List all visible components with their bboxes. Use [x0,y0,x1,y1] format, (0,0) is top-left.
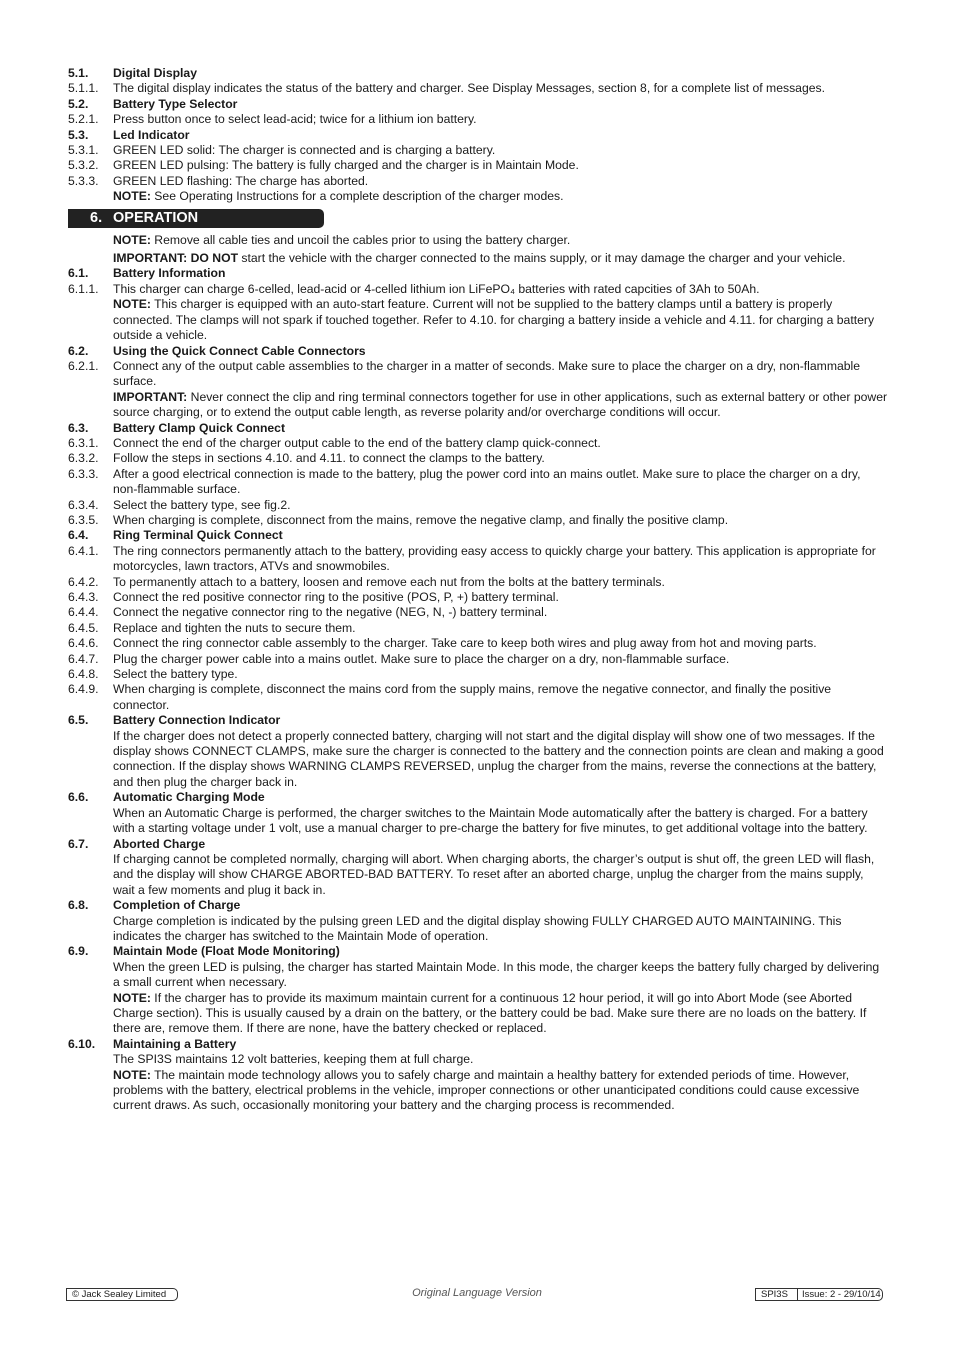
paragraph [68,682,888,713]
lead-label: IMPORTANT: DO NOT [113,251,239,266]
body-text: Never connect the clip and ring terminal connectors together for use in other applications, such as external battery or other power source charging, or to extend the output cable length, as reverse polarity and/or overcharge conditions will occur. [113,389,888,420]
body-text: When the green LED is pulsing, the charger has started Maintain Mode. In this mode, the charger keeps the battery fully charged by delivering a small current when necessary. [113,959,880,990]
item-number: 5.3.1. [68,143,99,158]
paragraph [68,544,888,575]
heading-text: Battery Information [113,266,226,281]
body-text: When charging is complete, disconnect from the mains, remove the negative clamp, and finally the positive clamp. [113,512,729,527]
item-number: 6.4.1. [68,543,99,558]
item-number: 6.8. [68,898,89,913]
item-number: 6.9. [68,944,89,959]
paragraph [68,960,888,991]
item-number: 6.2.1. [68,358,99,373]
body-text: Remove all cable ties and uncoil the cables prior to using the battery charger. [150,232,571,247]
heading-text: Digital Display [113,66,197,80]
subsection-heading [68,266,888,281]
body-text: Press button once to select lead-acid; twice for a lithium ion battery. [113,112,477,127]
paragraph [68,390,888,421]
item-number: 6.4.2. [68,574,99,589]
paragraph [68,1068,888,1114]
item-number: 5.2.1. [68,112,99,127]
section-heading [68,209,324,228]
body-text: The digital display indicates the status of the battery and charger. See Display Messages, section 8, for a complete list of messages. [113,81,825,96]
paragraph [68,251,888,266]
item-number: 6.4.8. [68,667,99,682]
heading-text: Battery Connection Indicator [113,713,281,728]
body-text: When charging is complete, disconnect the mains cord from the supply mains, remove the negative connector, and finally the positive connector. [113,682,832,712]
body-text: If the charger has to provide its maximum maintain current for a continuous 12 hour period, it will go into Abort Mode (see Aborted Charge section). This is usually caused by a drain on the battery, or the battery could be bad. Make sure there are no loads on the battery. If there are, remove them. If there are none, have the battery checked or replaced. [113,990,867,1036]
item-number: 6.3.1. [68,435,99,450]
paragraph [68,81,888,96]
body-text: Replace and tighten the nuts to secure them. [113,620,356,635]
paragraph [68,636,888,651]
lead-label: IMPORTANT: [113,389,188,404]
paragraph [68,498,888,513]
body-text: The maintain mode technology allows you to safely charge and maintain a healthy battery for extended periods of time. However, problems with the battery, electrical problems in the vehicle, improper connections or other unanticipated conditions could cause excessive current draws. As such, occasionally monitoring your battery and the charging process is recommended. [113,1067,860,1113]
subsection-heading [68,1037,888,1052]
item-number: 6.4.4. [68,605,99,620]
paragraph [68,451,888,466]
body-text: To permanently attach to a battery, loosen and remove each nut from the bolts at the battery terminals. [113,574,665,589]
item-number: 6.4.7. [68,651,99,666]
item-number: 6.1.1. [68,281,99,296]
body-text: If the charger does not detect a properly connected battery, charging will not start and the digital display will show one of two messages. If the display shows CONNECT CLAMPS, make sure the charger is connected to the battery and the connection points are clean and making a good connection. If the display shows WARNING CLAMPS REVERSED, unplug the charger from the mains, reverse the connections at the battery, and then plug the charger back in. [113,728,884,789]
subsection-heading [68,898,888,913]
heading-text: Completion of Charge [113,898,241,913]
paragraph [68,729,888,791]
item-number: 5.3.3. [68,173,99,188]
paragraph [68,282,888,297]
heading-text: Battery Clamp Quick Connect [113,420,286,435]
paragraph [68,297,888,343]
item-number: 6.4.3. [68,590,99,604]
heading-text: Maintain Mode (Float Mode Monitoring) [113,944,340,959]
item-number: 5.1.1. [68,81,99,96]
item-number: 6.4. [68,528,89,543]
body-text: When an Automatic Charge is performed, the charger switches to the Maintain Mode automatically after the battery is charged. For a battery with a starting voltage under 1 volt, use a manual charger to pre-charge the battery for five minutes, to get additional voltage into the battery. [113,805,868,836]
item-number: 6.4.5. [68,620,99,635]
item-number: 6.3.3. [68,466,99,481]
body-text: start the vehicle with the charger connected to the mains supply, or it may damage the charger and your vehicle. [238,251,846,266]
paragraph [68,436,888,451]
body-text: GREEN LED flashing: The charge has aborted. [113,173,369,188]
heading-text: Automatic Charging Mode [113,790,265,805]
paragraph [68,158,888,173]
paragraph [68,590,888,605]
body-text: GREEN LED pulsing: The battery is fully charged and the charger is in Maintain Mode. [113,158,579,173]
subsection-heading [68,344,888,359]
item-number: 5.3. [68,127,89,142]
lead-label: NOTE: [113,1067,151,1082]
paragraph [68,605,888,620]
lead-label: NOTE: [113,297,151,312]
body-text: Connect any of the output cable assemblies to the charger in a matter of seconds. Make sure to place the charger on a dry, non-flammable surface. [113,358,861,389]
paragraph [68,1052,888,1067]
heading-text: Aborted Charge [113,836,206,851]
body-text: Select the battery type. [113,667,238,682]
body-text: The SPI3S maintains 12 volt batteries, keeping them at full charge. [113,1052,474,1067]
subsection-heading [68,713,888,728]
paragraph [68,112,888,127]
body-text: Connect the end of the charger output cable to the end of the battery clamp quick-connect. [113,435,601,450]
paragraph [68,991,888,1037]
body-text: This charger is equipped with an auto-start feature. Current will not be supplied to the battery clamps until a battery is properly connected. The clamps will not spark if touched together. Refer to 4.10. for charging a battery inside a vehicle and 4.11. for charging a battery outside a vehicle. [113,297,875,343]
body-text: See Operating Instructions for a complete description of the charger modes. [150,189,564,204]
paragraph [68,467,888,498]
paragraph [68,914,888,945]
paragraph [68,359,888,390]
paragraph [68,667,888,682]
lead-label: NOTE: [113,189,151,204]
paragraph [68,806,888,837]
paragraph [68,852,888,898]
subsection-heading [68,944,888,959]
heading-text: Maintaining a Battery [113,1036,237,1051]
lead-label: NOTE: [113,990,151,1005]
heading-text: Led Indicator [113,127,190,142]
item-number: 6.7. [68,836,89,851]
subsection-heading [68,128,888,143]
footer-issue: Issue: 2 - 29/10/14 [802,1289,881,1300]
item-number: 6.2. [68,343,89,358]
item-number: 6.6. [68,790,89,805]
body-text: Connect the red positive connector ring to the positive (POS, P, +) battery terminal. [113,590,559,604]
subsection-heading [68,837,888,852]
body-text: Connect the ring connector cable assembly to the charger. Take care to keep both wires and plug away from hot and moving parts. [113,636,817,651]
item-number: 5.3.2. [68,158,99,173]
subsection-heading [68,421,888,436]
item-number: 6.3. [68,420,89,435]
body-text: After a good electrical connection is made to the battery, plug the power cord into an mains outlet. Make sure to place the charger on a dry, non-flammable surface. [113,466,861,497]
subsection-heading [68,790,888,805]
body-text: This charger can charge 6-celled, lead-acid or 4-celled lithium ion LiFePO₄ batteries with rated capcities of 3Ah to 50Ah. [113,281,760,296]
paragraph [68,575,888,590]
heading-text: Battery Type Selector [113,96,238,111]
subsection-heading [68,528,888,543]
item-number: 6.1. [68,266,89,281]
section-title: OPERATION [113,209,199,226]
item-number: 6.3.5. [68,512,99,527]
body-text: Follow the steps in sections 4.10. and 4.11. to connect the clamps to the battery. [113,451,545,466]
paragraph [68,189,888,204]
footer-model: SPI3S [756,1289,798,1300]
heading-text: Ring Terminal Quick Connect [113,528,283,543]
item-number: 5.1. [68,66,89,80]
item-number: 6.4.9. [68,682,99,697]
item-number: 6.3.2. [68,451,99,466]
subsection-heading [68,66,888,81]
footer-language-note: Original Language Version [412,1287,542,1299]
body-text: Select the battery type, see fig.2. [113,497,291,512]
item-number: 6.10. [68,1036,96,1051]
footer-copyright: © Jack Sealey Limited [66,1288,178,1301]
paragraph [68,513,888,528]
footer-model-issue [755,1288,883,1301]
body-text: Plug the charger power cable into a mains outlet. Make sure to place the charger on a dry, non-flammable surface. [113,651,730,666]
paragraph [68,233,888,248]
item-number: 6.5. [68,713,89,728]
item-number: 6.3.4. [68,497,99,512]
paragraph [68,652,888,667]
section-number: 6. [90,209,103,226]
paragraph [68,621,888,636]
paragraph [68,143,888,158]
item-number: 5.2. [68,96,89,111]
body-text: The ring connectors permanently attach to the battery, providing easy access to quickly charge your battery. This application is appropriate for motorcycles, lawn tractors, ATVs and snowmobiles. [113,543,876,574]
item-number: 6.4.6. [68,636,99,651]
lead-label: NOTE: [113,232,151,247]
subsection-heading [68,97,888,112]
heading-text: Using the Quick Connect Cable Connectors [113,343,366,358]
body-text: Charge completion is indicated by the pulsing green LED and the digital display showing FULLY CHARGED AUTO MAINTAINING. This indicates the charger has switched to the Maintain Mode of operation. [113,913,842,943]
document-body [68,66,888,1114]
body-text: Connect the negative connector ring to the negative (NEG, N, -) battery terminal. [113,605,548,620]
body-text: If charging cannot be completed normally, charging will abort. When charging aborts, the charger’s output is shut off, the green LED will flash, and the display will show CHARGE ABORTED-BAD BATTERY. To reset after an aborted charge, unplug the charger from the mains supply, wait a few moments and plug it back in. [113,851,875,897]
body-text: GREEN LED solid: The charger is connected and is charging a battery. [113,143,496,158]
paragraph [68,174,888,189]
